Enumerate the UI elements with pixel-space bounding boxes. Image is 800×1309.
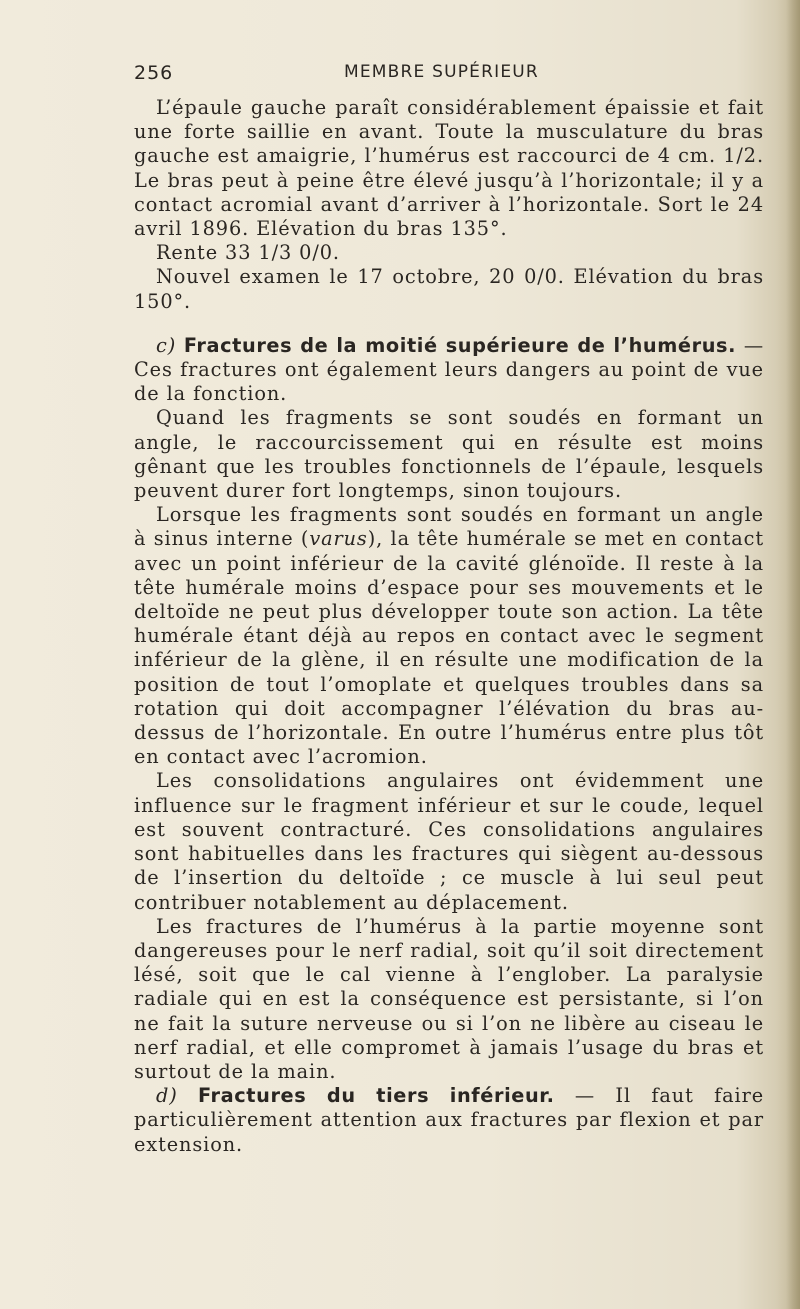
section-d-label: d)	[156, 1084, 178, 1108]
paragraph-text: Lorsque les fragments sont soudés en formant un angle à sinus interne (	[134, 503, 764, 551]
paragraph: Les consolidations angulaires ont évidemment une influence sur le fragment inférieur et sur le coude, lequel est souvent contracturé. Ces consolidations angulaires sont habituelles dans les fractures qui siègent au-dessous de l’insertion du deltoïde ; ce muscle à lui seul peut contribuer notablement au déplacement.	[134, 769, 764, 914]
section-c-title: Fractures de la moitié supérieure de l’humérus.	[183, 333, 737, 357]
italic-term: varus	[309, 527, 368, 551]
section-c-text: — Ces fractures ont également leurs dangers au point de vue de la fonction.	[134, 333, 765, 406]
body-text	[134, 96, 764, 1157]
section-d-text: — Il faut faire particulièrement attention aux fractures par flexion et par extension.	[134, 1084, 765, 1156]
section-c-label: c)	[156, 333, 177, 357]
section-d-title: Fractures du tiers inférieur.	[198, 1084, 555, 1108]
paragraph: L’épaule gauche paraît considérablement épaissie et fait une forte saillie en avant. Toute la musculature du bras gauche est amaigrie, l’humérus est raccourci de 4 cm. 1/2. Le bras peut à peine être élevé jusqu’à l’horizontale; il y a contact acromial avant d’arriver à l’horizontale. Sort le 24 avril 1896. Elévation du bras 135°.	[134, 96, 764, 241]
section-d-paragraph	[134, 1084, 764, 1157]
running-head: MEMBRE SUPÉRIEUR	[344, 62, 539, 82]
paragraph: Rente 33 1/3 0/0.	[156, 241, 340, 265]
page-edge-shadow	[786, 0, 800, 1309]
section-spacer	[134, 314, 764, 334]
paragraph: Nouvel examen le 17 octobre, 20 0/0. Elévation du bras 150°.	[134, 265, 764, 313]
page-number: 256	[134, 62, 174, 84]
paragraph-text: ), la tête humérale se met en contact avec un point inférieur de la cavité glénoïde. Il reste à la tête humérale moins d’espace pour ses mouvements et le deltoïde ne peut plus développer toute son action. La tête humérale étant déjà au repos en contact avec le segment inférieur de la glène, il en résulte une modification de la position de tout l’omoplate et quelques troubles dans sa rotation qui doit accompagner l’élévation du bras au-dessus de l’horizontale. En outre l’humérus entre plus tôt en contact avec l’acromion.	[134, 527, 764, 769]
paragraph: Quand les fragments se sont soudés en formant un angle, le raccourcissement qui en résulte est moins gênant que les troubles fonctionnels de l’épaule, lesquels peuvent durer fort longtemps, sinon toujours.	[134, 406, 764, 503]
paragraph: Les fractures de l’humérus à la partie moyenne sont dangereuses pour le nerf radial, soit qu’il soit directement lésé, soit que le cal vienne à l’englober. La paralysie radiale qui en est la conséquence est persistante, si l’on ne fait la suture nerveuse ou si l’on ne libère au ciseau le nerf radial, et elle compromet à jamais l’usage du bras et surtout de la main.	[134, 914, 764, 1083]
page-header	[134, 62, 764, 86]
section-c-paragraph	[134, 334, 764, 407]
paragraph	[134, 503, 764, 769]
